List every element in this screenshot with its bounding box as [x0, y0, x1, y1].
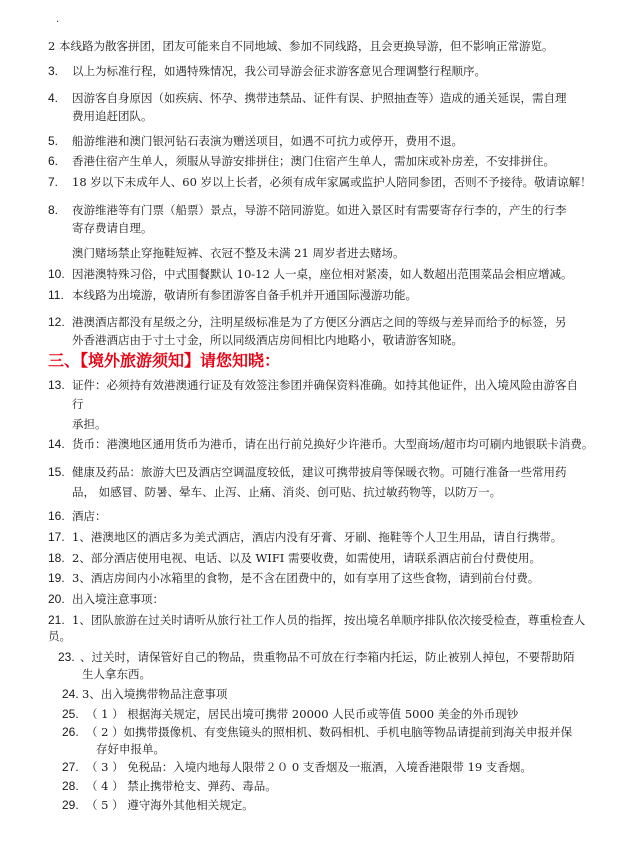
intro-text: 2 本线路为散客拼团，团友可能来自不同地域、参加不同线路，且会更换导游，但不影响正常游览。 — [48, 39, 554, 53]
item-text: （ 2 ）如携带摄像机、有变焦镜头的照相机、数码相机、手机电脑等物品请提前到海关申报并保 — [86, 725, 573, 739]
item-text: 3、出入境携带物品注意事项 — [82, 687, 228, 701]
item-text: 健康及药品：旅游大巴及酒店空调温度较低，建议可携带披肩等保暖衣物。可随行准备一些常用药 — [72, 465, 567, 479]
item-number: 15. — [48, 465, 65, 479]
item-text: 货币：港澳地区通用货币为港币，请在出行前兑换好少许港币。大型商场/超市均可刷内地银联卡消费。 — [72, 437, 594, 451]
item-text: 、过关时，请保管好自己的物品，贵重物品不可放在行李箱内托运，防止被别人掉包，不要帮助陌 — [80, 650, 575, 664]
item-number: 23. — [58, 650, 75, 664]
item-text: 2、部分酒店使用电视、电话、以及 WIFI 需要收费，如需使用，请联系酒店前台付费使用。 — [72, 551, 542, 565]
item-text: 本线路为出境游，敬请所有参团游客自备手机并开通国际漫游功能。 — [72, 288, 417, 302]
item-text: 港澳酒店都没有星级之分，注明星级标准是为了方便区分酒店之间的等级与差异而给予的标签，另 — [72, 315, 567, 329]
item-text: （ 5 ） 遵守海外其他相关规定。 — [86, 798, 254, 812]
item-text: 船游维港和澳门银河钻石表演为赠送项目，如遇不可抗力或停开，费用不退。 — [72, 134, 463, 148]
item-number: 24. — [62, 687, 79, 701]
item-number: 20. — [48, 592, 65, 606]
item-text: 夜游维港等有门票（船票）景点，导游不陪同游览。如进入景区时有需要寄存行李的，产生的行李 — [72, 203, 567, 217]
item-text: （ 4 ） 禁止携带枪支、弹药、毒品。 — [86, 779, 277, 793]
item-number: 19. — [48, 571, 65, 585]
item-number: 26. — [62, 725, 79, 739]
item-number: 4. — [48, 91, 59, 105]
item-number: 29. — [62, 798, 79, 812]
item-number: 16. — [48, 509, 65, 523]
item-text: 澳门赌场禁止穿拖鞋短裤、衣冠不整及未满 21 周岁者进去赌场。 — [72, 246, 405, 260]
item-text: 因港澳特殊习俗，中式围餐默认 10-12 人一桌，座位相对紧凑，如人数超出范围菜品会相应增减。 — [72, 267, 573, 281]
item-text: （ 1 ） 根据海关规定，居民出境可携带 20000 人民币或等值 5000 美金的外币现钞 — [86, 707, 519, 721]
item-number: 10. — [48, 267, 65, 281]
item-number: 11. — [48, 288, 64, 302]
item-number: 12. — [48, 315, 65, 329]
item-number: 18. — [48, 551, 65, 565]
item-text: 香港住宿产生单人，须服从导游安排拼住；澳门住宿产生单人，需加床或补房差，不安排拼住。 — [72, 154, 555, 168]
item-number: 13. — [48, 378, 65, 392]
page-mark: . — [56, 14, 60, 25]
item-text: 因游客自身原因（如疾病、怀孕、携带违禁品、证件有误、护照抽查等）造成的通关延误，需自理 — [72, 91, 567, 105]
item-number: 8. — [48, 203, 59, 217]
item-number: 7. — [48, 175, 59, 189]
item-number: 21. — [48, 613, 65, 627]
item-number: 27. — [62, 760, 79, 774]
item-number: 3. — [48, 64, 59, 78]
item-text-continued: 承担。 — [72, 417, 107, 431]
item-text-continued: 费用追赶团队。 — [72, 109, 153, 123]
item-text-continued: 外香港酒店由于寸土寸金，所以同级酒店房间相比内地略小，敬请游客知晓。 — [72, 333, 463, 347]
item-text: 1、团队旅游在过关时请听从旅行社工作人员的指挥，按出境名单顺序排队依次接受检查，尊重检查人 — [72, 613, 586, 627]
item-text-continued: 存好申报单。 — [96, 742, 165, 756]
item-text-continued: 品， 如感冒、防暑、晕车、止泻、止痛、消炎、创可贴、抗过敏药物等，以防万一。 — [72, 485, 502, 499]
item-number: 5. — [48, 134, 59, 148]
item-number: 17. — [48, 530, 65, 544]
section-heading: 三、【境外旅游须知】请您知晓： — [48, 351, 281, 370]
item-text: 1、港澳地区的酒店多为美式酒店，酒店内没有牙膏、牙刷、拖鞋等个人卫生用品，请自行携带。 — [72, 530, 563, 544]
item-text-continued: 行 — [72, 397, 84, 411]
item-number: 25. — [62, 707, 79, 721]
item-text: 酒店： — [72, 509, 107, 523]
item-number: 6. — [48, 154, 59, 168]
item-number: 28. — [62, 779, 79, 793]
item-text-continued: 寄存费请自理。 — [72, 221, 153, 235]
item-text: 3、酒店房间内小冰箱里的食物，是不含在团费中的，如有享用了这些食物，请到前台付费。 — [72, 571, 540, 585]
item-text: 18 岁以下未成年人、60 岁以上长者，必须有成年家属或监护人陪同参团，否则不予接待。敬请谅解！ — [72, 175, 592, 189]
item-text: 出入境注意事项： — [72, 592, 164, 606]
item-text-continued: 生人拿东西。 — [82, 667, 151, 681]
item-number: 14. — [48, 437, 65, 451]
item-text: 证件：必须持有效港澳通行证及有效签注参团并确保资料准确。如持其他证件，出入境风险由游客自 — [72, 378, 578, 392]
item-text-continued: 员。 — [48, 629, 71, 643]
item-text: 以上为标准行程，如遇特殊情况，我公司导游会征求游客意见合理调整行程顺序。 — [72, 64, 486, 78]
intro-line — [48, 38, 553, 54]
item-text: （ 3 ） 免税品：入境内地每人限带２０ 0 支香烟及一瓶酒，入境香港限带 19 支香烟。 — [86, 760, 532, 774]
